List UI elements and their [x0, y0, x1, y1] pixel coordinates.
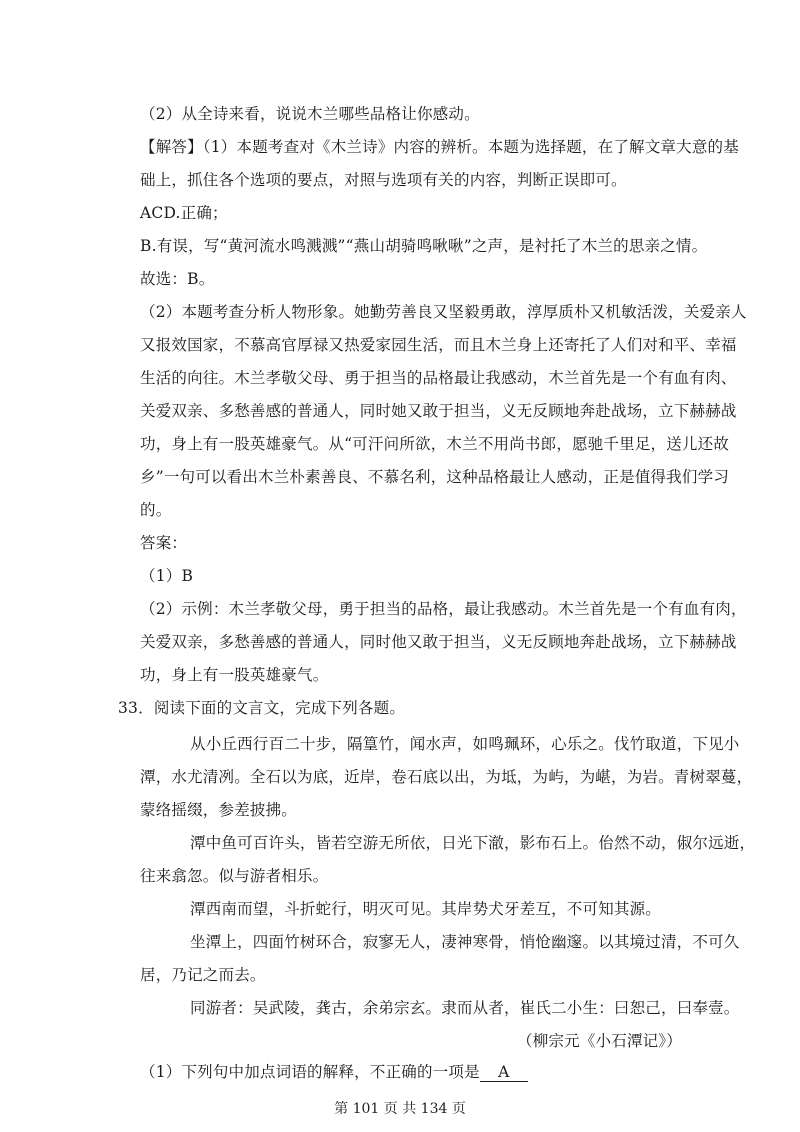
- answer-label: 答案：: [140, 534, 188, 552]
- choose-answer: 故选：B。: [140, 270, 215, 288]
- page-footer: 第 101 页 共 134 页: [334, 1101, 466, 1117]
- part2-analysis-line: 又报效国家，不慕高官厚禄又热爱家园生活，而且木兰身上还寄托了人们对和平、幸福: [140, 336, 737, 354]
- q33-sub1-prompt: （1）下列句中加点词语的解释，不正确的一项是: [140, 1063, 480, 1081]
- passage-source: （柳宗元《小石潭记》）: [517, 1032, 682, 1050]
- q33-sub1: [140, 1062, 528, 1082]
- analysis-intro-continued: 础上，抓住各个选项的要点，对照与选项有关的内容，判断正误即可。: [140, 171, 627, 189]
- part2-analysis-line: （2）本题考查分析人物形象。她勤劳善良又坚毅勇敢，淳厚质朴又机敏活泼，关爱亲人: [140, 303, 747, 321]
- passage-para1-line: 从小丘西行百二十步，隔篁竹，闻水声，如鸣珮环，心乐之。伐竹取道，下见小: [190, 735, 740, 753]
- part2-analysis-line: 乡”一句可以看出木兰朴素善良、不慕名利，这种品格最让人感动，正是值得我们学习: [140, 468, 730, 486]
- answer-2-line: （2）示例：木兰孝敬父母，勇于担当的品格，最让我感动。木兰首先是一个有血有肉，: [140, 600, 747, 618]
- passage-para2-line: 潭中鱼可百许头，皆若空游无所依，日光下澈，影布石上。佁然不动，俶尔远逝，: [190, 834, 756, 852]
- answer-2-line: 功，身上有一股英雄豪气。: [140, 666, 329, 684]
- q32-part2-question: （2）从全诗来看，说说木兰哪些品格让你感动。: [140, 105, 480, 123]
- option-acd-correct: ACD.正确；: [140, 204, 228, 222]
- part2-analysis-line: 关爱双亲、多愁善感的普通人，同时她又敢于担当，义无反顾地奔赴战场，立下赫赫战: [140, 402, 737, 420]
- part2-analysis-line: 功，身上有一股英雄豪气。从“可汗问所欲，木兰不用尚书郎，愿驰千里足，送儿还故: [140, 435, 730, 453]
- answer-1: （1）B: [140, 567, 194, 585]
- passage-para1-line: 蒙络摇缀，参差披拂。: [140, 801, 298, 819]
- q33-sub1-answer: A: [480, 1063, 528, 1082]
- analysis-intro: 【解答】（1）本题考查对《木兰诗》内容的辨析。本题为选择题，在了解文章大意的基: [140, 138, 739, 156]
- answer-2-line: 关爱双亲，多愁善感的普通人，同时他又敢于担当，义无反顾地奔赴战场，立下赫赫战: [140, 633, 737, 651]
- passage-para5: 同游者：吴武陵，龚古，余弟宗玄。隶而从者，崔氏二小生：曰恕己，曰奉壹。: [190, 999, 740, 1017]
- passage-para4-line: 居，乃记之而去。: [140, 966, 266, 984]
- passage-para4-line: 坐潭上，四面竹树环合，寂寥无人，凄神寒骨，悄怆幽邃。以其境过清，不可久: [190, 933, 740, 951]
- part2-analysis-line: 的。: [140, 501, 172, 519]
- q33-heading: 33．阅读下面的文言文，完成下列各题。: [118, 699, 406, 717]
- part2-analysis-line: 生活的向往。木兰孝敬父母、勇于担当的品格最让我感动，木兰首先是一个有血有肉、: [140, 369, 737, 387]
- passage-para2-line: 往来翕忽。似与游者相乐。: [140, 867, 329, 885]
- passage-para1-line: 潭，水尤清冽。全石以为底，近岸，卷石底以出，为坻，为屿，为嵁，为岩。青树翠蔓，: [140, 768, 753, 786]
- passage-para3: 潭西南而望，斗折蛇行，明灭可见。其岸势犬牙差互，不可知其源。: [190, 900, 662, 918]
- option-b-wrong: B.有误，写“黄河流水鸣溅溅”“燕山胡骑鸣啾啾”之声，是衬托了木兰的思亲之情。: [140, 237, 708, 255]
